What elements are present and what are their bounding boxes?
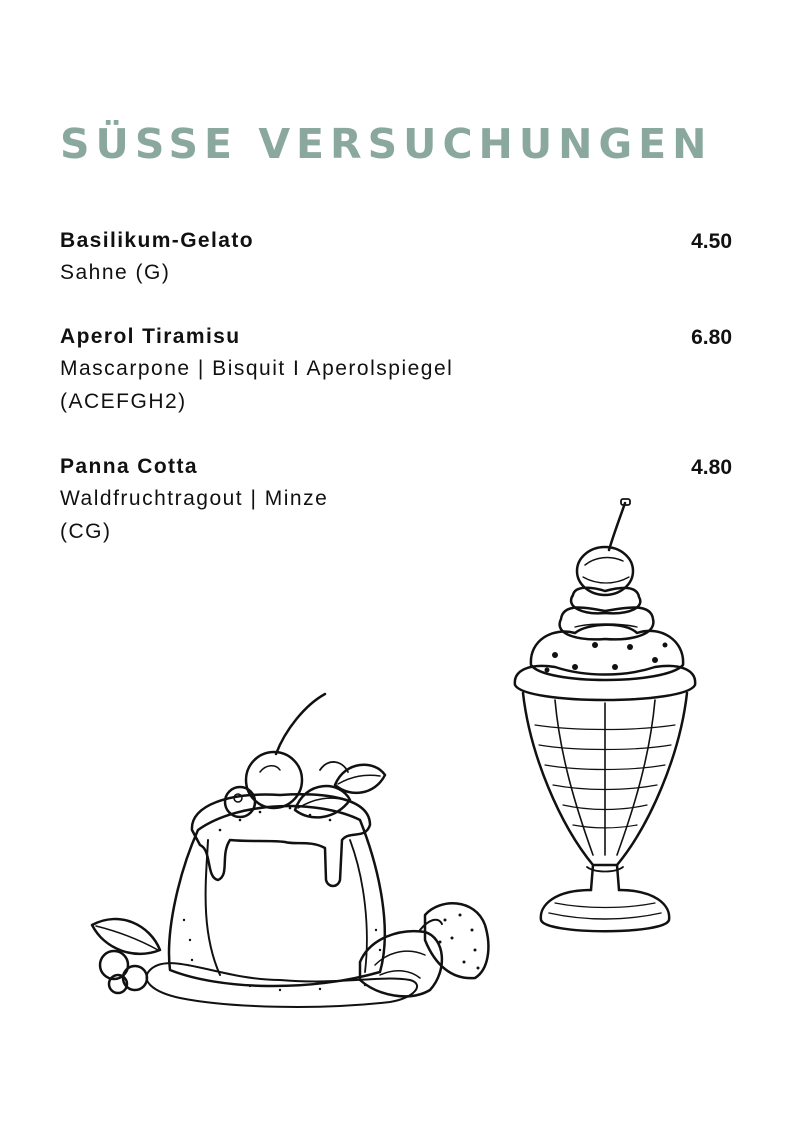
menu-item-description: Mascarpone | Bisquit I Aperolspiegel (ACEFGH2) — [60, 357, 454, 413]
menu-item-price: 6.80 — [691, 326, 732, 349]
ice-cream-sundae-illustration-icon — [505, 495, 705, 945]
menu-item-description: Sahne (G) — [60, 261, 171, 284]
menu-item-price: 4.50 — [691, 230, 732, 253]
menu-item-name: Aperol Tiramisu — [60, 325, 241, 348]
menu-item — [60, 226, 732, 289]
page-title: SÜSSE VERSUCHUNGEN — [60, 120, 713, 168]
menu-item-price: 4.80 — [691, 456, 732, 479]
panna-cotta-illustration-icon — [80, 680, 510, 1020]
menu-item-description: Waldfruchtragout | Minze (CG) — [60, 487, 329, 543]
menu-item — [60, 322, 732, 418]
menu-item-name: Panna Cotta — [60, 455, 198, 478]
menu-item-name: Basilikum-Gelato — [60, 229, 254, 252]
